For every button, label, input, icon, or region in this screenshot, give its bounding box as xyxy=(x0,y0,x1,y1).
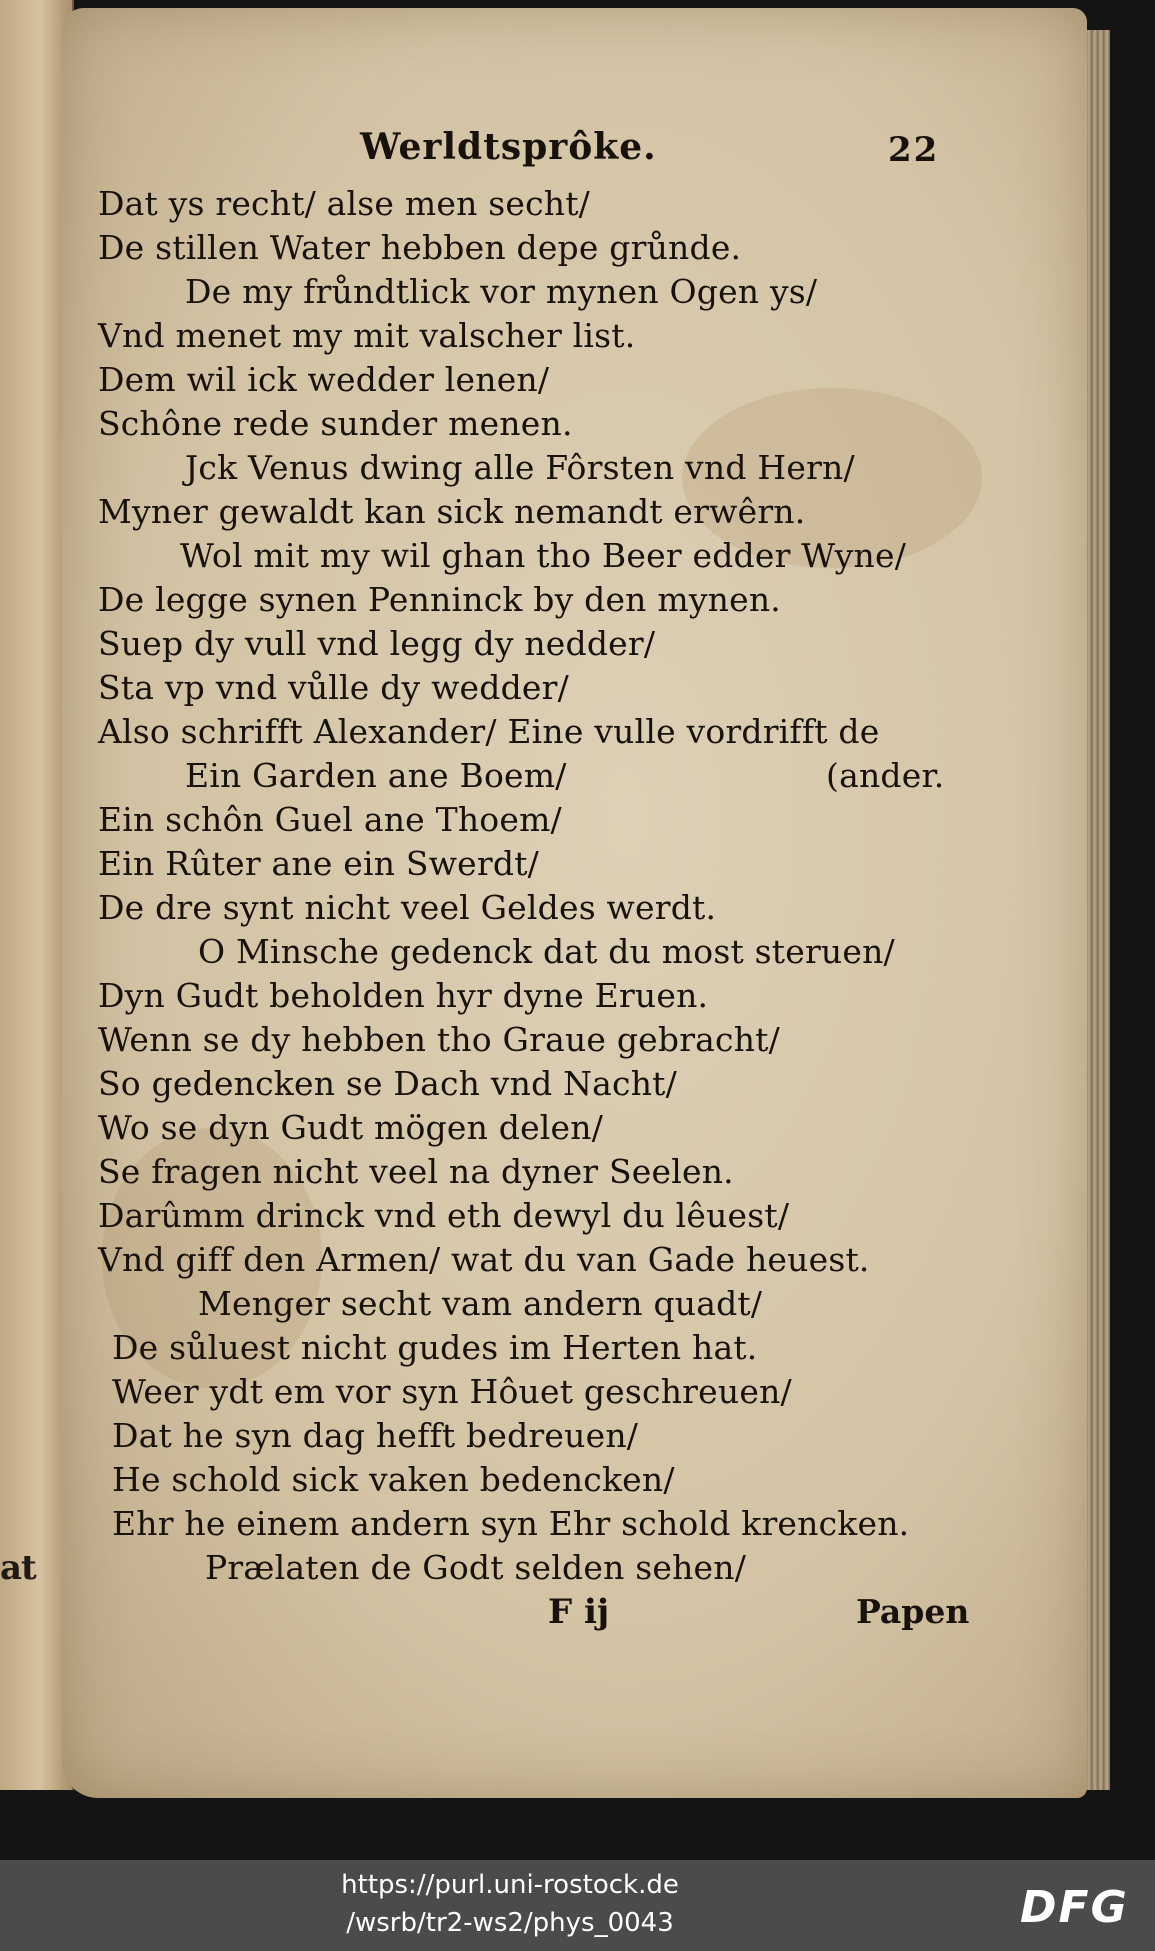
verse-line: Dat he syn dag hefft bedreuen/ xyxy=(112,1416,639,1455)
verse-line: Ein schôn Guel ane Thoem/ xyxy=(98,800,562,839)
running-head: Werldtsprôke. xyxy=(360,126,657,168)
verse-line: Suep dy vull vnd legg dy nedder/ xyxy=(98,624,656,663)
verse-line: Schône rede sunder menen. xyxy=(98,404,573,443)
verse-line: Prælaten de Godt selden sehen/ xyxy=(205,1548,747,1587)
dfg-logo: DFG xyxy=(1020,1882,1129,1933)
verse-line-continuation: (ander. xyxy=(826,756,945,795)
page-number: 22 xyxy=(888,130,940,170)
verse-line: Dat ys recht/ alse men secht/ xyxy=(98,184,590,223)
verse-line: Wo se dyn Gudt mögen delen/ xyxy=(98,1108,604,1147)
verse-line: Also schrifft Alexander/ Eine vulle vordrifft de xyxy=(98,712,880,751)
verse-line: Wenn se dy hebben tho Graue gebracht/ xyxy=(98,1020,780,1059)
verse-line: De sůluest nicht gudes im Herten hat. xyxy=(112,1328,758,1367)
verse-line: Ein Garden ane Boem/ xyxy=(185,756,567,795)
verse-line: De dre synt nicht veel Geldes werdt. xyxy=(98,888,717,927)
verse-line: Darûmm drinck vnd eth dewyl du lêuest/ xyxy=(98,1196,790,1235)
verse-line: Ehr he einem andern syn Ehr schold krencken. xyxy=(112,1504,910,1543)
verse-line: He schold sick vaken bedencken/ xyxy=(112,1460,675,1499)
verse-line: Sta vp vnd vůlle dy wedder/ xyxy=(98,668,569,707)
verse-line: Weer ydt em vor syn Hôuet geschreuen/ xyxy=(112,1372,792,1411)
signature-mark: F ij xyxy=(548,1592,610,1632)
verse-line: O Minsche gedenck dat du most steruen/ xyxy=(198,932,895,971)
verse-line: Dyn Gudt beholden hyr dyne Eruen. xyxy=(98,976,709,1015)
viewer-footer xyxy=(0,1860,1155,1951)
verse-line: De stillen Water hebben depe grůnde. xyxy=(98,228,742,267)
verse-line: De legge synen Penninck by den mynen. xyxy=(98,580,781,619)
verse-line: Vnd giff den Armen/ wat du van Gade heuest. xyxy=(98,1240,870,1279)
verse-line: Menger secht vam andern quadt/ xyxy=(198,1284,763,1323)
left-page-fragment: at xyxy=(0,1548,36,1588)
verse-line: Se fragen nicht veel na dyner Seelen. xyxy=(98,1152,734,1191)
verse-line: Ein Rûter ane ein Swerdt/ xyxy=(98,844,539,883)
catchword: Papen xyxy=(856,1592,970,1631)
verse-line: Wol mit my wil ghan tho Beer edder Wyne/ xyxy=(180,536,907,575)
source-url-line-2[interactable]: /wsrb/tr2-ws2/phys_0043 xyxy=(346,1908,674,1938)
verse-line: De my frůndtlick vor mynen Ogen ys/ xyxy=(185,272,818,311)
verse-line: So gedencken se Dach vnd Nacht/ xyxy=(98,1064,677,1103)
source-url-line-1[interactable]: https://purl.uni-rostock.de xyxy=(341,1870,679,1900)
verse-line: Jck Venus dwing alle Fôrsten vnd Hern/ xyxy=(185,448,855,487)
verse-line: Vnd menet my mit valscher list. xyxy=(98,316,636,355)
verse-line: Myner gewaldt kan sick nemandt erwêrn. xyxy=(98,492,806,531)
verse-line: Dem wil ick wedder lenen/ xyxy=(98,360,550,399)
